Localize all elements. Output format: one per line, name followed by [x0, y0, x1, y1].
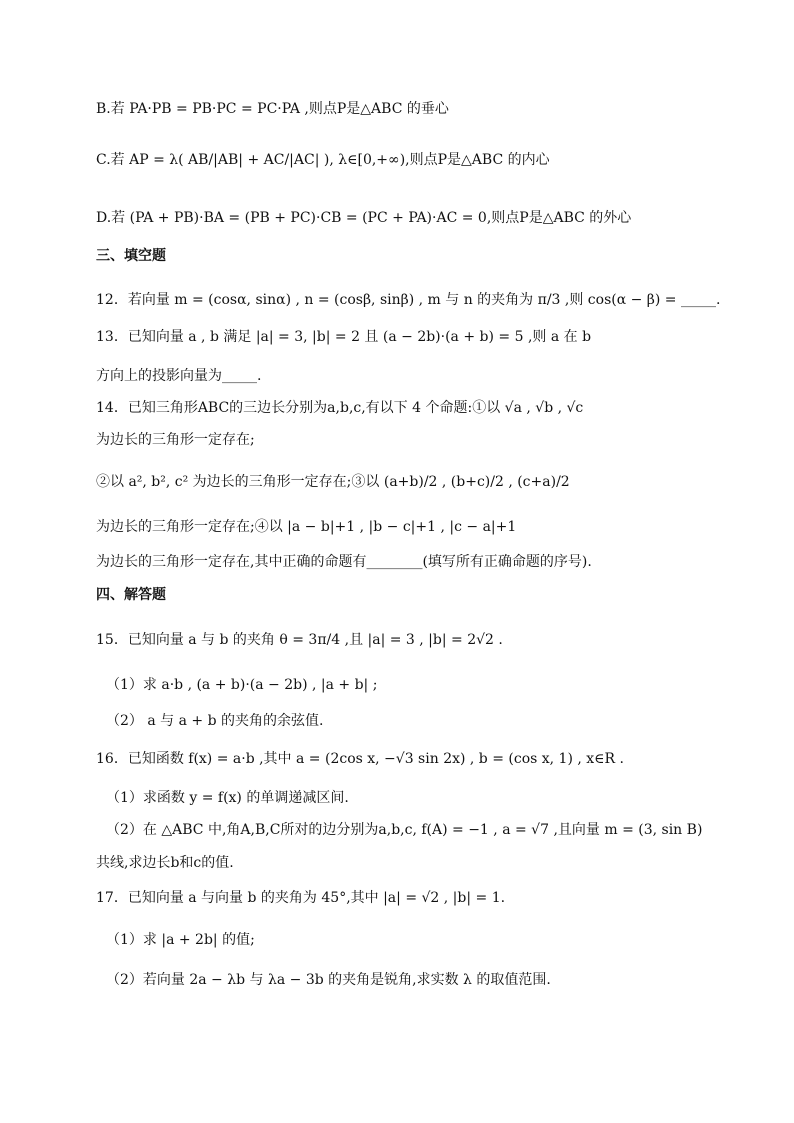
question-12: 12．若向量 m = (cosα, sinα) , n = (cosβ, sinβ) , m 与 n 的夹角为 π/3 ,则 cos(α − β) = _____. [96, 292, 721, 308]
section-heading-answers: 四、解答题 [96, 587, 166, 603]
option-c: C.若 AP = λ( AB/|AB| + AC/|AC| ), λ∈[0,+∞),则点P是△ABC 的内心 [96, 152, 550, 168]
question-13-cont: 方向上的投影向量为_____. [96, 368, 262, 384]
question-16-part-2: （2）在 △ABC 中,角A,B,C所对的边分别为a,b,c, f(A) = −1 , a = √7 ,且向量 m = (3, sin B) [106, 822, 703, 838]
question-15: 15．已知向量 a 与 b 的夹角 θ = 3π/4 ,且 |a| = 3 , |b| = 2√2 . [96, 632, 503, 648]
option-d: D.若 (PA + PB)·BA = (PB + PC)·CB = (PC + PA)·AC = 0,则点P是△ABC 的外心 [96, 210, 632, 226]
question-14-cont-3: 为边长的三角形一定存在;④以 |a − b|+1 , |b − c|+1 , |c − a|+1 [96, 519, 517, 535]
question-17: 17．已知向量 a 与向量 b 的夹角为 45°,其中 |a| = √2 , |b| = 1. [96, 890, 506, 906]
question-15-part-2: （2） a 与 a + b 的夹角的余弦值. [106, 713, 324, 729]
question-17-part-2: （2）若向量 2a − λb 与 λa − 3b 的夹角是锐角,求实数 λ 的取值范围. [106, 972, 551, 988]
question-14-cont-2: ②以 a², b², c² 为边长的三角形一定存在;③以 (a+b)/2 , (b+c)/2 , (c+a)/2 [96, 474, 570, 490]
question-14-cont-1: 为边长的三角形一定存在; [96, 432, 255, 448]
question-17-part-1: （1）求 |a + 2b| 的值; [106, 932, 255, 948]
question-16-part-1: （1）求函数 y = f(x) 的单调递减区间. [106, 790, 349, 806]
option-b: B.若 PA·PB = PB·PC = PC·PA ,则点P是△ABC 的垂心 [96, 101, 449, 117]
question-16: 16．已知函数 f(x) = a·b ,其中 a = (2cos x, −√3 sin 2x) , b = (cos x, 1) , x∈R . [96, 751, 624, 767]
section-heading-fill-in: 三、填空题 [96, 248, 166, 264]
question-14: 14．已知三角形ABC的三边长分别为a,b,c,有以下 4 个命题:①以 √a , √b , √c [96, 400, 584, 416]
question-15-part-1: （1）求 a·b , (a + b)·(a − 2b) , |a + b| ; [106, 677, 378, 693]
question-16-part-2-cont: 共线,求边长b和c的值. [96, 855, 234, 871]
question-13: 13．已知向量 a , b 满足 |a| = 3, |b| = 2 且 (a − 2b)·(a + b) = 5 ,则 a 在 b [96, 329, 592, 345]
question-14-cont-4: 为边长的三角形一定存在,其中正确的命题有________(填写所有正确命题的序号). [96, 554, 592, 570]
